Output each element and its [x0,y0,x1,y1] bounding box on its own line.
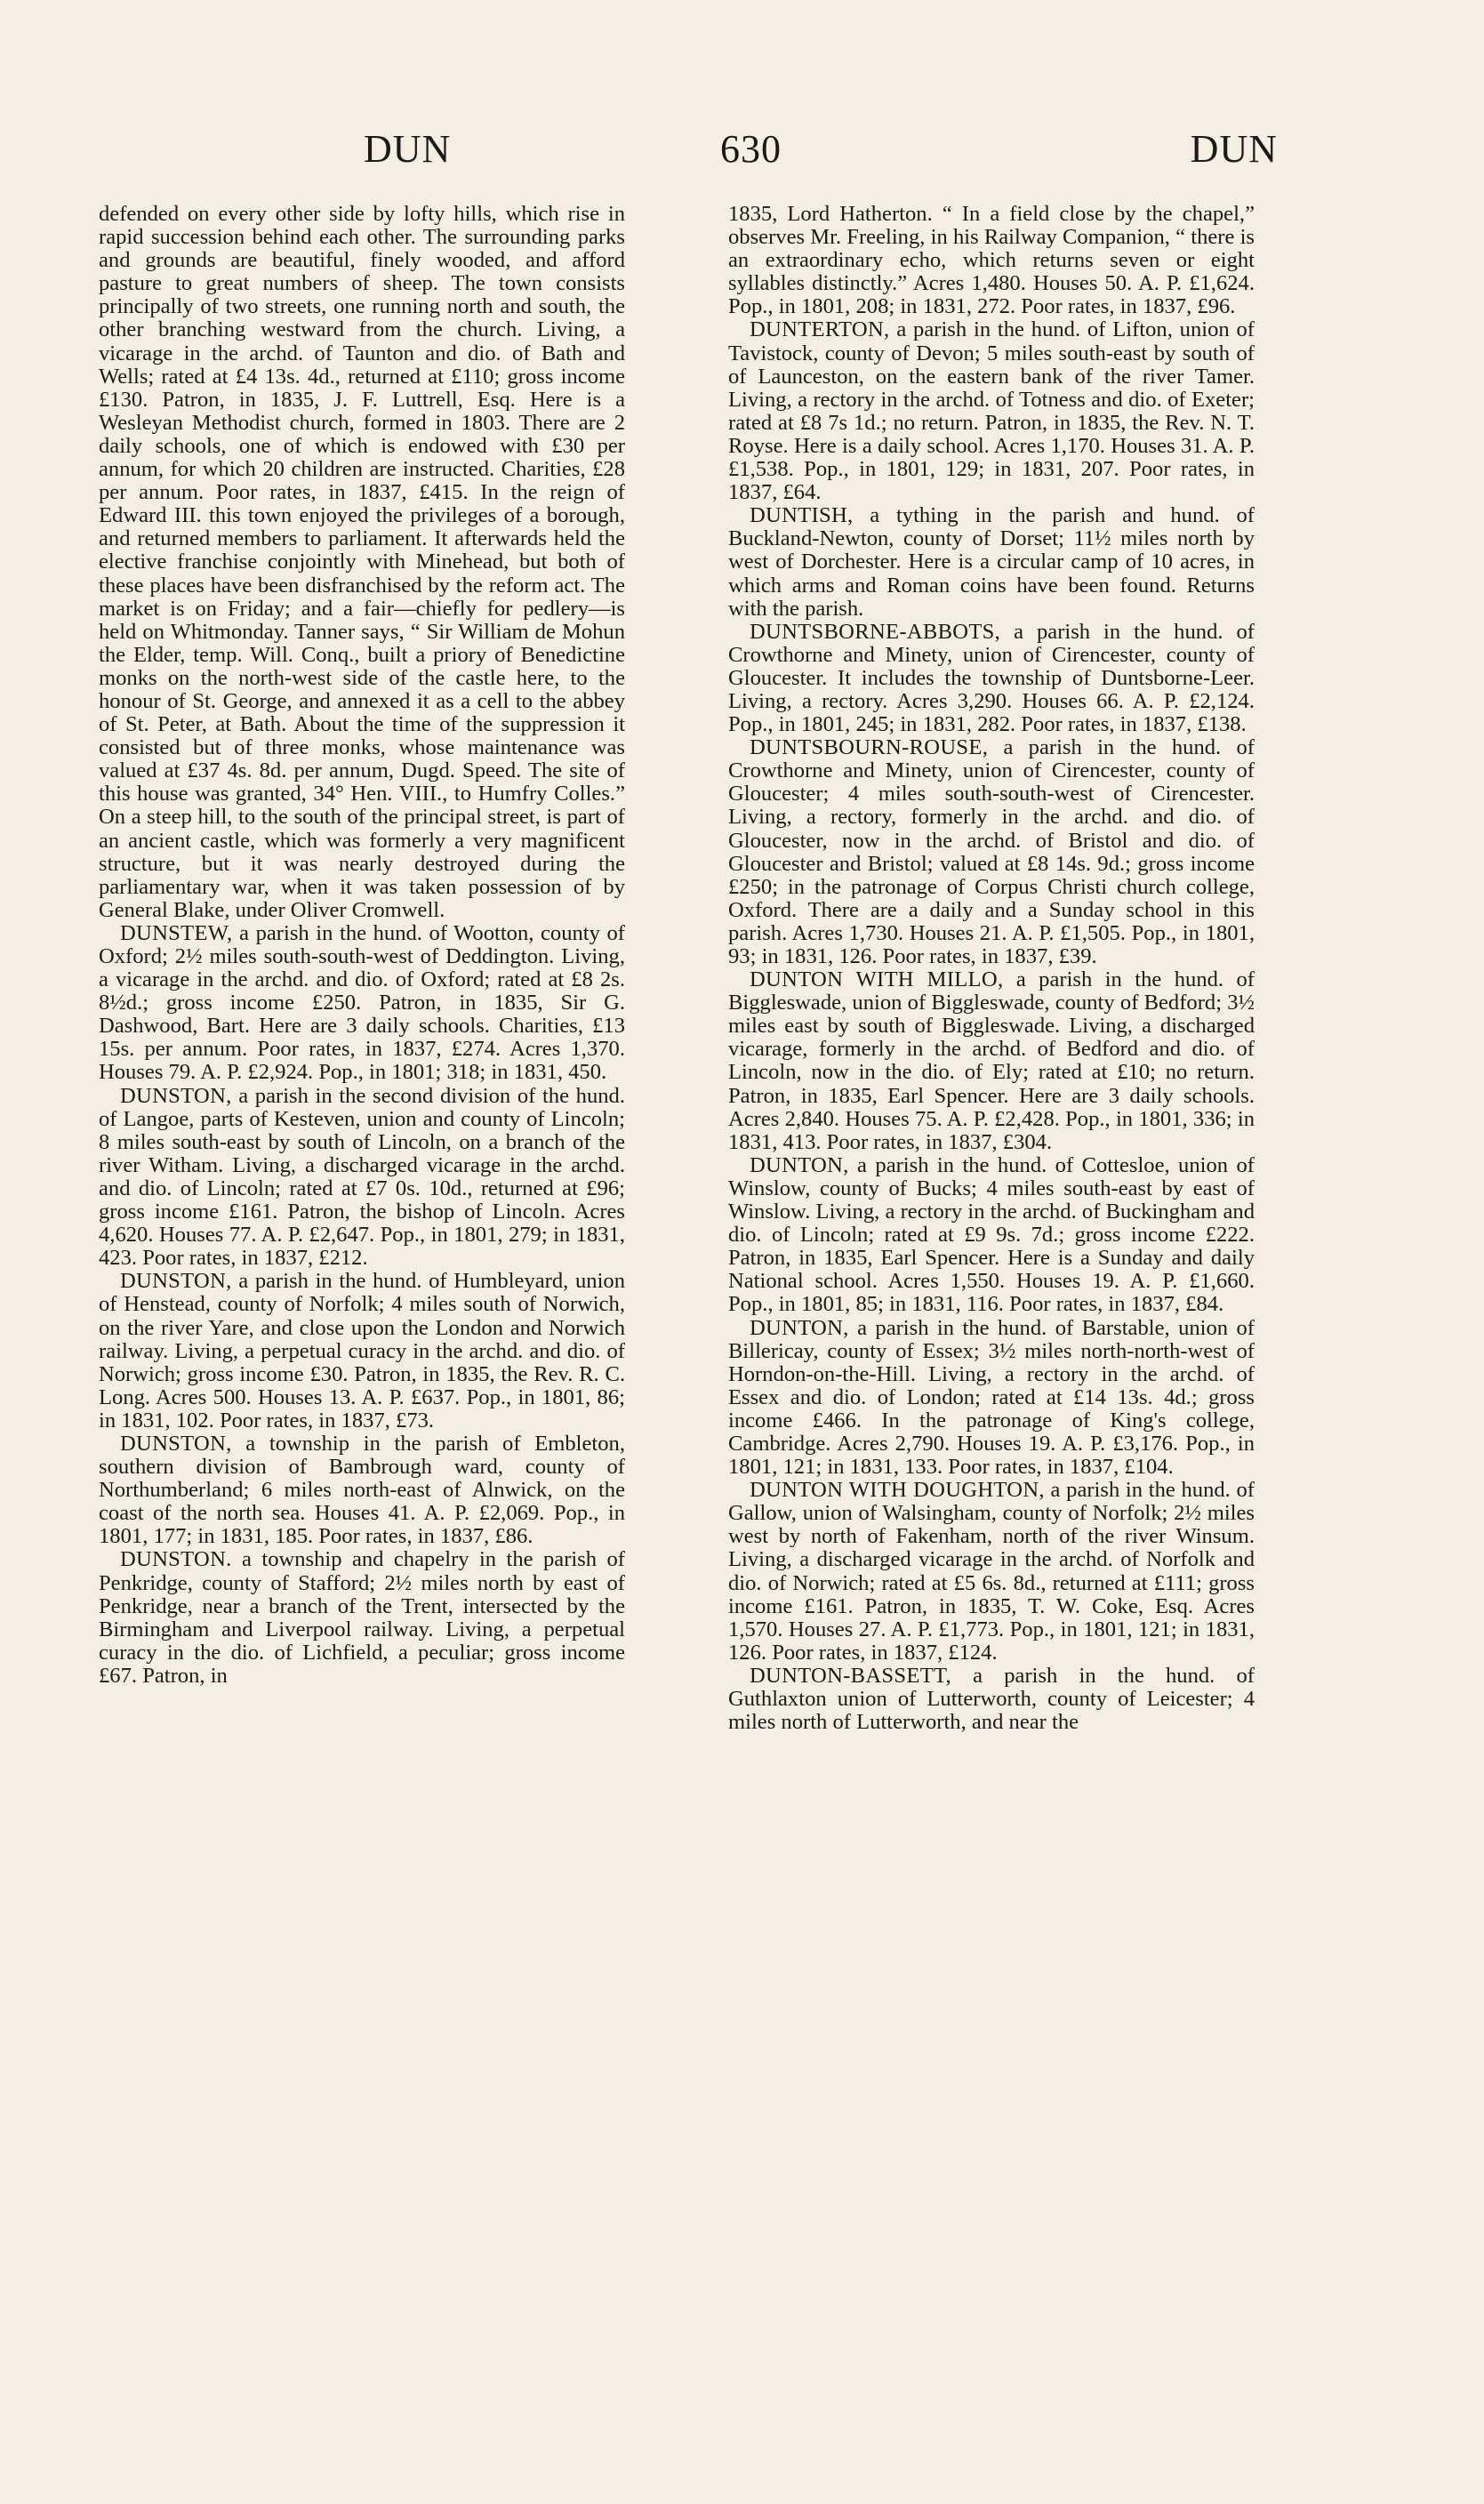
entry-text: a parish in the hund. of Crowthorne and Minety, union of Cirencester, county of Gloucester; 4 miles south-south-west of Cirencester. Living, a rectory, formerly in the archd. and dio. of Gloucester, now in the archd. of Bristol and dio. of Gloucester and Bristol; valued at £8 14s. 9d.; gross income £250; in the patronage of Corpus Christi church college, Oxford. There are a daily and a Sunday school in this parish. Acres 1,730. Houses 21. A. P. £1,505. Pop., in 1801, 93; in 1831, 126. Poor rates, in 1837, £39. [728,735,1255,968]
entry-text: a township and chapelry in the parish of Penkridge, county of Stafford; 2½ miles north by east of Penkridge, near a branch of the Trent, intersected by the Birmingham and Liverpool railway. Living, a perpetual curacy in the dio. of Lichfield, a peculiar; gross income £67. Patron, in [99,1547,625,1688]
page-number: 630 [720,127,782,171]
gazetteer-entry [728,1665,1255,1734]
entry-headword: DUNTSBOURN-ROUSE, [750,735,989,760]
gazetteer-entry [728,968,1255,1154]
entry-text: defended on every other side by lofty hills, which rise in rapid succession behind each other. The surrounding parks and grounds are beautiful, finely wooded, and afford pasture to great numbers of sheep. The town consists principally of two streets, one running north and south, the other branching westward from the church. Living, a vicarage in the archd. of Taunton and dio. of Bath and Wells; rated at £4 13s. 4d., returned at £110; gross income £130. Patron, in 1835, J. F. Luttrell, Esq. Here is a Wesleyan Methodist church, formed in 1803. There are 2 daily schools, one of which is endowed with £30 per annum, for which 20 children are instructed. Charities, £28 per annum. Poor rates, in 1837, £415. In the reign of Edward III. this town enjoyed the privileges of a borough, and returned members to parliament. It afterwards held the elective franchise conjointly with Minehead, but both of these places have been disfranchised by the reform act. The market is on Friday; and a fair—chiefly for pedlery—is held on Whitmonday. Tanner says, “ Sir William de Mohun the Elder, temp. Will. Conq., built a priory of Benedictine monks on the north-west side of the castle here, to the honour of St. George, and annexed it as a cell to the abbey of St. Peter, at Bath. About the time of the suppression it consisted but of three monks, whose maintenance was valued at £37 4s. 8d. per annum, Dugd. Speed. The site of this house was granted, 34° Hen. VIII., to Humfry Colles.” On a steep hill, to the south of the principal street, is part of an ancient castle, which was formerly a very magnificent structure, but it was nearly destroyed during the parliamentary war, when it was taken possession of by General Blake, under Oliver Cromwell. [99,202,625,922]
entry-text: a parish in the hund. of Biggleswade, union of Biggleswade, county of Bedford; 3½ miles east by south of Biggleswade. Living, a discharged vicarage, formerly in the archd. of Bedford and dio. of Lincoln, now in the dio. of Ely; rated at £10; no return. Patron, in 1835, Earl Spencer. Here are 3 daily schools. Acres 2,840. Houses 75. A. P. £2,428. Pop., in 1801, 336; in 1831, 413. Poor rates, in 1837, £304. [728,967,1255,1154]
left-column [99,203,625,1688]
entry-continuation [99,203,625,922]
entry-text: a parish in the hund. of Humbleyard, union of Henstead, county of Norfolk; 4 miles south of Norwich, on the river Yare, and close upon the London and Norwich railway. Living, a perpetual curacy in the archd. and dio. of Norwich; gross income £30. Patron, in 1835, the Rev. R. C. Long. Acres 500. Houses 13. A. P. £637. Pop., in 1801, 86; in 1831, 102. Poor rates, in 1837, £73. [99,1269,625,1433]
entry-continuation [728,203,1255,318]
entry-headword: DUNTON WITH MILLO, [750,967,1004,992]
entry-headword: DUNTSBORNE-ABBOTS, [750,619,1001,644]
header-right-keyword: DUN [1190,127,1278,171]
gazetteer-entry [99,1270,625,1433]
gazetteer-entry [99,922,625,1085]
entry-text: a parish in the hund. of Barstable, union of Billericay, county of Essex; 3½ miles north-north-west of Horndon-on-the-Hill. Living, a rectory in the archd. of Essex and dio. of London; rated at £14 13s. 4d.; gross income £466. In the patronage of King's college, Cambridge. Acres 2,790. Houses 19. A. P. £3,176. Pop., in 1801, 121; in 1831, 133. Poor rates, in 1837, £104. [728,1315,1255,1480]
entry-headword: DUNTON WITH DOUGHTON, [750,1478,1045,1503]
entry-headword: DUNSTEW, [120,920,233,945]
right-column [728,203,1255,1734]
header-left-keyword: DUN [364,127,452,171]
entry-text: a parish in the hund. of Cottesloe, union of Winslow, county of Bucks; 4 miles south-east by east of Winslow. Living, a rectory in the archd. of Buckingham and dio. of Lincoln; rated at £9 9s. 7d.; gross income £222. Patron, in 1835, Earl Spencer. Here is a Sunday and daily National school. Acres 1,550. Houses 19. A. P. £1,660. Pop., in 1801, 85; in 1831, 116. Poor rates, in 1837, £84. [728,1152,1255,1317]
entry-text: a parish in the hund. of Gallow, union of Walsingham, county of Norfolk; 2½ miles west by north of Fakenham, north of the river Winsum. Living, a discharged vicarage in the archd. of Norfolk and dio. of Norwich; rated at £5 6s. 8d., returned at £111; gross income £161. Patron, in 1835, T. W. Coke, Esq. Acres 1,570. Houses 27. A. P. £1,773. Pop., in 1801, 121; in 1831, 126. Poor rates, in 1837, £124. [728,1478,1255,1665]
gazetteer-entry [728,1479,1255,1665]
entry-text: a township in the parish of Embleton, southern division of Bambrough ward, county of Northumberland; 6 miles north-east of Alnwick, on the coast of the north sea. Houses 41. A. P. £2,069. Pop., in 1801, 177; in 1831, 185. Poor rates, in 1837, £86. [99,1431,625,1549]
entry-headword: DUNSTON, [120,1431,232,1456]
gazetteer-entry [728,621,1255,736]
gazetteer-entry [99,1433,625,1548]
running-header [206,126,1278,181]
gazetteer-entry [728,736,1255,968]
entry-headword: DUNSTON, [120,1083,232,1108]
entry-text: a tything in the parish and hund. of Buckland-Newton, county of Dorset; 11½ miles north by west of Dorchester. Here is a circular camp of 10 acres, in which arms and Roman coins have been found. Returns with the parish. [728,503,1255,621]
entry-text: a parish in the second division of the hund. of Langoe, parts of Kesteven, union and county of Lincoln; 8 miles south-east by south of Lincoln, on a branch of the river Witham. Living, a discharged vicarage in the archd. and dio. of Lincoln; rated at £7 0s. 10d., returned at £96; gross income £161. Patron, the bishop of Lincoln. Acres 4,620. Houses 77. A. P. £2,647. Pop., in 1801, 279; in 1831, 423. Poor rates, in 1837, £212. [99,1083,625,1271]
entry-text: a parish in the hund. of Lifton, union of Tavistock, county of Devon; 5 miles south-east by south of of Launceston, on the eastern bank of the river Tamer. Living, a rectory in the archd. of Totness and dio. of Exeter; rated at £8 7s 1d.; no return. Patron, in 1835, the Rev. N. T. Royse. Here is a daily school. Acres 1,170. Houses 31. A. P. £1,538. Pop., in 1801, 129; in 1831, 207. Poor rates, in 1837, £64. [728,317,1255,505]
entry-headword: DUNTERTON, [750,317,890,342]
gazetteer-entry [728,1154,1255,1317]
entry-headword: DUNTON-BASSETT, [750,1663,951,1688]
entry-headword: DUNSTON, [120,1269,232,1294]
gazetteer-entry [728,1317,1255,1480]
entry-text: a parish in the hund. of Wootton, county of Oxford; 2½ miles south-south-west of Deddington. Living, a vicarage in the archd. and dio. of Oxford; rated at £8 2s. 8½d.; gross income £250. Patron, in 1835, Sir G. Dashwood, Bart. Here are 3 daily schools. Charities, £13 15s. per annum. Poor rates, in 1837, £274. Acres 1,370. Houses 79. A. P. £2,924. Pop., in 1801; 318; in 1831, 450. [99,920,625,1085]
gazetteer-entry [99,1548,625,1688]
entry-text: a parish in the hund. of Guthlaxton union of Lutterworth, county of Leicester; 4 miles north of Lutterworth, and near the [728,1663,1255,1735]
entry-headword: DUNTON, [750,1152,849,1177]
gazetteer-entry [99,1085,625,1271]
entry-headword: DUNTISH, [750,503,854,528]
entry-headword: DUNTON, [750,1315,849,1340]
gazetteer-entry [728,318,1255,504]
gazetteer-entry [728,504,1255,620]
entry-text: a parish in the hund. of Crowthorne and Minety, union of Cirencester, county of Gloucester. It includes the township of Duntsborne-Leer. Living, a rectory. Acres 3,290. Houses 66. A. P. £2,124. Pop., in 1801, 245; in 1831, 282. Poor rates, in 1837, £138. [728,619,1255,737]
entry-headword: DUNSTON. [120,1547,232,1572]
entry-text: 1835, Lord Hatherton. “ In a field close by the chapel,” observes Mr. Freeling, in his Railway Companion, “ there is an extraordinary echo, which returns seven or eight syllables distinctly.” Acres 1,480. Houses 50. A. P. £1,624. Pop., in 1801, 208; in 1831, 272. Poor rates, in 1837, £96. [728,202,1255,319]
